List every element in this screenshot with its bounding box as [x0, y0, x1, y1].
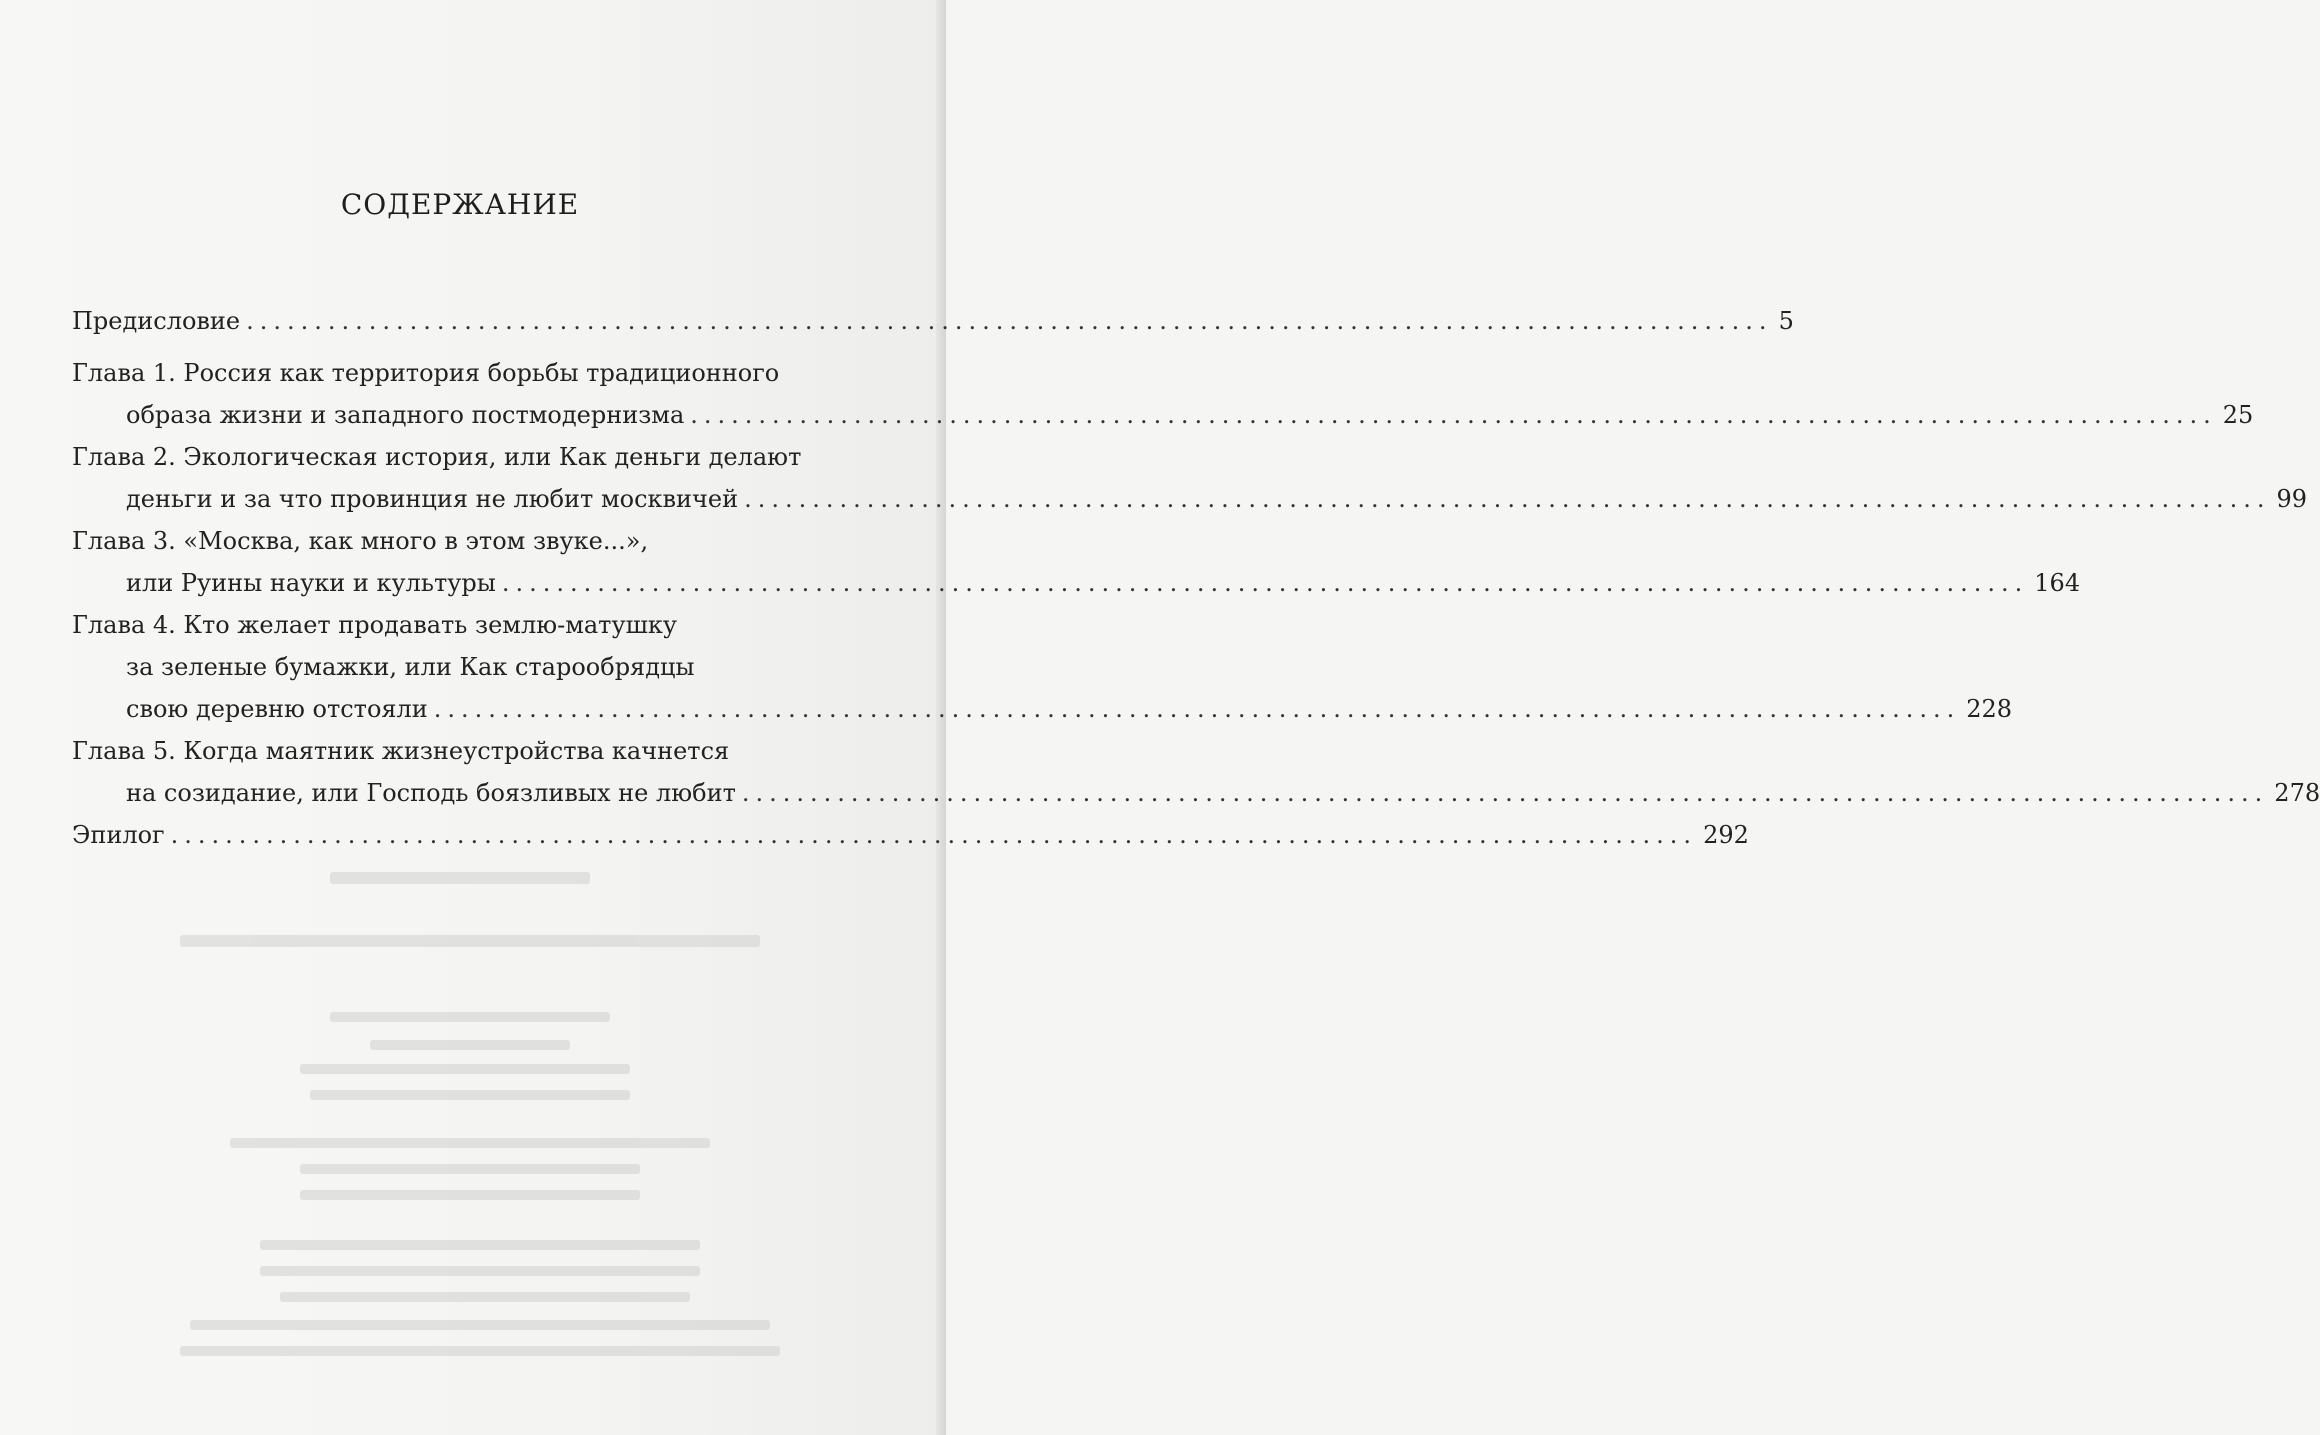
toc-page-number: 5: [1778, 307, 1794, 335]
toc-line: [72, 300, 1794, 342]
dot-leader: ................................................................................................................: [501, 569, 2029, 597]
toc-entry-title: Предисловие: [72, 307, 241, 335]
toc-page-number: 164: [2034, 569, 2081, 597]
toc-entry-title: на созидание, или Господь боязливых не любит: [126, 779, 736, 807]
toc-page-number: 228: [1966, 695, 2013, 723]
toc-line: за зеленые бумажки, или Как старообрядцы: [126, 653, 695, 681]
toc-line: Глава 3. «Москва, как много в этом звуке...»,: [72, 527, 649, 555]
toc-line: Глава 2. Экологическая история, или Как деньги делают: [72, 443, 802, 471]
toc-entry-chapter-3[interactable]: [72, 520, 2081, 604]
toc-line: Глава 1. Россия как территория борьбы традиционного: [72, 359, 780, 387]
toc-entry-title: Эпилог: [72, 821, 165, 849]
toc-line: [72, 688, 2013, 730]
table-of-contents: [72, 300, 2320, 856]
dot-leader: ................................................................................................................: [246, 307, 1773, 335]
page-title: СОДЕРЖАНИЕ: [340, 188, 580, 221]
toc-line: [72, 478, 2308, 520]
toc-entry-title: деньги и за что провинция не любит москвичей: [126, 485, 739, 513]
toc-entry-title: образа жизни и западного постмодернизма: [126, 401, 685, 429]
toc-entry-chapter-5[interactable]: [72, 730, 2320, 814]
toc-line: Глава 5. Когда маятник жизнеустройства качнется: [72, 737, 730, 765]
toc-entry-epilogue[interactable]: [72, 814, 1749, 856]
toc-page-number: 99: [2276, 485, 2308, 513]
dot-leader: ................................................................................................................: [690, 401, 2217, 429]
dot-leader: ................................................................................................................: [433, 695, 1961, 723]
toc-entry-chapter-2[interactable]: [72, 436, 2308, 520]
toc-entry-preface[interactable]: [72, 300, 1794, 342]
toc-entry-chapter-4[interactable]: [72, 604, 2013, 730]
toc-page-number: 292: [1703, 821, 1749, 849]
toc-line: [72, 562, 2081, 604]
toc-line: [72, 394, 2254, 436]
toc-entry-chapter-1[interactable]: [72, 352, 2254, 436]
toc-entry-title: или Руины науки и культуры: [126, 569, 496, 597]
toc-line: [72, 772, 2320, 814]
toc-line: [72, 814, 1749, 856]
toc-line: Глава 4. Кто желает продавать землю-матушку: [72, 611, 678, 639]
toc-page-number: 278: [2274, 779, 2320, 807]
toc-page-number: 25: [2222, 401, 2254, 429]
dot-leader: ................................................................................................................: [741, 779, 2269, 807]
toc-entry-title: свою деревню отстояли: [126, 695, 428, 723]
dot-leader: ................................................................................................................: [170, 821, 1698, 849]
dot-leader: ................................................................................................................: [744, 485, 2271, 513]
